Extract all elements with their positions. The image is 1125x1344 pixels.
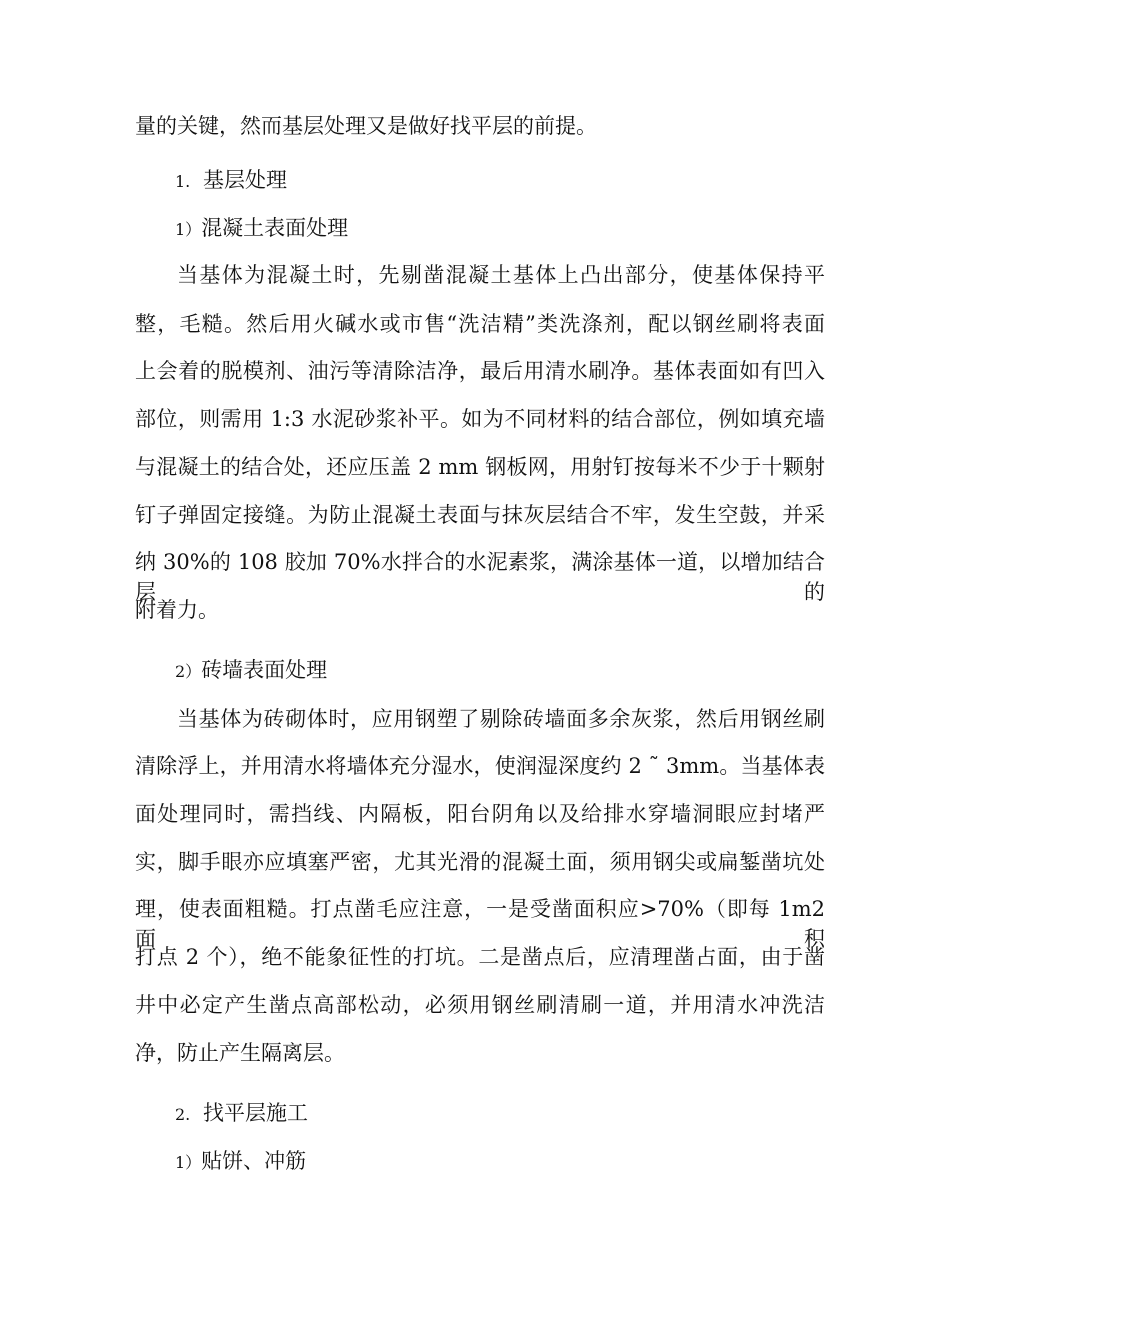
section-title: 基层处理 — [203, 168, 287, 192]
section-number: 1. — [175, 172, 191, 191]
paragraph-line: 当基体为混凝土时，先剔凿混凝土基体上凸出部分，使基体保持平 — [177, 263, 825, 287]
paragraph-line: 净，防止产生隔离层。 — [135, 1041, 345, 1065]
paragraph-line: 与混凝土的结合处，还应压盖 2 mm 钢板网，用射钉按每米不少于十颗射 — [135, 455, 825, 479]
paragraph-line: 井中必定产生凿点高部松动，必须用钢丝刷清刷一道，并用清水冲洗洁 — [135, 993, 825, 1017]
subsection-number: 1） — [175, 1153, 202, 1172]
paragraph-line: 打点 2 个），绝不能象征性的打坑。二是凿点后，应清理凿占面，由于凿 — [135, 945, 825, 969]
subsection-number: 1） — [175, 220, 202, 239]
paragraph-line: 当基体为砖砌体时，应用钢塑了剔除砖墙面多余灰浆，然后用钢丝刷 — [177, 707, 825, 731]
subsection-heading-2-1 — [175, 1146, 1125, 1178]
paragraph-line: 清除浮上，并用清水将墙体充分湿水，使润湿深度约 2 ˜ 3mm。当基体表 — [135, 754, 825, 778]
paragraph-line: 实，脚手眼亦应填塞严密，尤其光滑的混凝土面，须用钢尖或扁錾凿坑处 — [135, 850, 825, 874]
paragraph-line: 整，毛糙。然后用火碱水或市售“洗洁精”类洗涤剂，配以钢丝刷将表面 — [135, 312, 825, 336]
section-heading-2 — [175, 1098, 1125, 1130]
paragraph-line: 钉子弹固定接缝。为防止混凝土表面与抹灰层结合不牢，发生空鼓，并采 — [135, 503, 825, 527]
subsection-title: 贴饼、冲筋 — [201, 1149, 307, 1173]
subsection-heading-1-1 — [175, 213, 1125, 245]
subsection-heading-1-2 — [175, 655, 1125, 687]
paragraph-line: 面处理同时，需挡线、内隔板，阳台阴角以及给排水穿墙洞眼应封堵严 — [135, 802, 825, 826]
subsection-title: 砖墙表面处理 — [201, 658, 328, 682]
paragraph-line: 部位，则需用 1:3 水泥砂浆补平。如为不同材料的结合部位，例如填充墙 — [135, 407, 825, 431]
paragraph-line: 附着力。 — [135, 598, 219, 622]
section-heading-1 — [175, 165, 1125, 197]
subsection-number: 2） — [175, 662, 202, 681]
section-number: 2. — [175, 1105, 191, 1124]
paragraph-line: 理，使表面粗糙。打点凿毛应注意，一是受凿面积应>70%（即每 1m2 面积 — [135, 897, 825, 951]
paragraph-line: 上会着的脱模剂、油污等清除洁净，最后用清水刷净。基体表面如有凹入 — [135, 359, 825, 383]
subsection-title: 混凝土表面处理 — [201, 216, 349, 240]
paragraph-line-intro: 量的关键，然而基层处理又是做好找平层的前提。 — [135, 114, 597, 138]
section-title: 找平层施工 — [203, 1101, 308, 1125]
paragraph-line: 纳 30%的 108 胶加 70%水拌合的水泥素浆，满涂基体一道，以增加结合层的 — [135, 550, 825, 604]
